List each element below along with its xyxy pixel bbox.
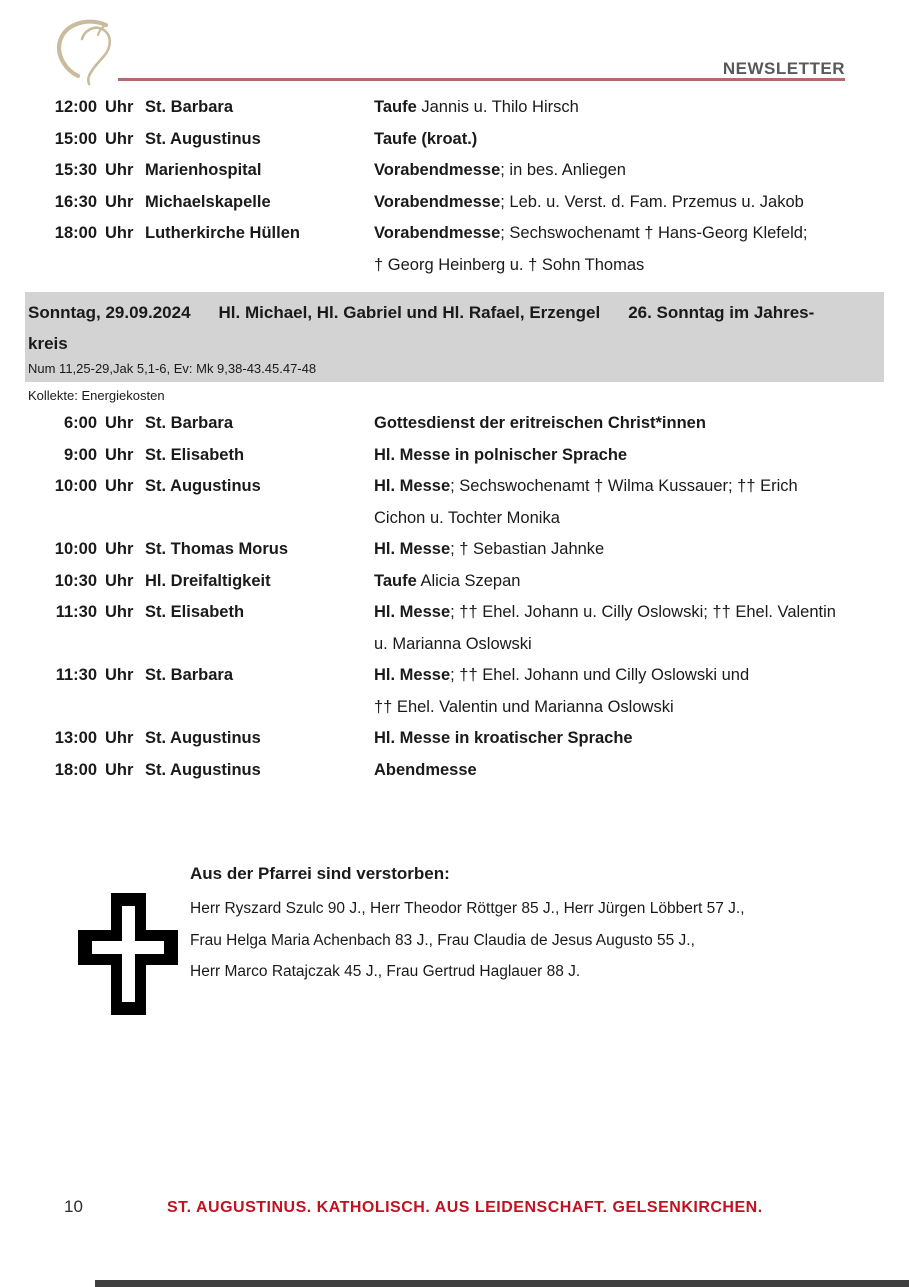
row-uhr-label: Uhr xyxy=(105,540,134,558)
row-service: Taufe (kroat.) xyxy=(374,129,478,148)
row-location: St. Augustinus xyxy=(145,477,261,495)
row-description xyxy=(374,597,889,660)
row-detail: ; Leb. u. Verst. d. Fam. Przemus u. Jakob xyxy=(500,192,804,211)
schedule-row xyxy=(28,723,889,755)
row-time: 9:00 xyxy=(63,445,97,464)
row-time: 11:30 xyxy=(55,603,97,621)
row-description xyxy=(374,723,889,755)
row-time: 18:00 xyxy=(54,760,97,779)
row-detail: ; †† Ehel. Johann u. Cilly Oslowski; †† Ehel. Valentin xyxy=(450,603,836,621)
row-description xyxy=(374,155,889,187)
row-uhr-label: Uhr xyxy=(105,98,134,116)
memorial-cross-icon xyxy=(78,893,178,1015)
row-time: 10:00 xyxy=(54,477,97,495)
deceased-line: Herr Marco Ratajczak 45 J., Frau Gertrud Haglauer 88 J. xyxy=(190,963,581,980)
banner-feast: Hl. Michael, Hl. Gabriel und Hl. Rafael, Erzengel xyxy=(218,303,601,322)
row-uhr-label: Uhr xyxy=(105,477,134,495)
deceased-names xyxy=(190,893,890,988)
row-location: Hl. Dreifaltigkeit xyxy=(145,571,271,590)
row-time: 6:00 xyxy=(63,414,97,432)
row-location: St. Thomas Morus xyxy=(145,540,289,558)
row-service: Gottesdienst der eritreischen Christ*innen xyxy=(374,414,706,432)
row-uhr-label: Uhr xyxy=(105,666,134,684)
row-time: 15:00 xyxy=(54,129,97,148)
row-description xyxy=(374,124,889,156)
row-description xyxy=(374,471,889,534)
row-location: St. Elisabeth xyxy=(145,603,245,621)
row-location: St. Barbara xyxy=(145,98,234,116)
schedule-row xyxy=(28,534,889,566)
schedule-saturday xyxy=(28,92,889,281)
schedule-row xyxy=(28,187,889,219)
deceased-heading: Aus der Pfarrei sind verstorben: xyxy=(190,864,450,883)
row-service: Hl. Messe xyxy=(374,477,451,495)
row-description xyxy=(374,534,889,566)
row-uhr-label: Uhr xyxy=(105,445,134,464)
schedule-row xyxy=(28,124,889,156)
row-description xyxy=(374,218,889,281)
row-service: Vorabendmesse xyxy=(374,161,501,179)
row-time: 12:00 xyxy=(54,98,97,116)
row-detail-line2: †† Ehel. Valentin und Marianna Oslowski xyxy=(374,697,674,716)
row-uhr-label: Uhr xyxy=(105,729,134,747)
row-detail: ; Sechswochenamt † Wilma Kussauer; †† Erich xyxy=(450,477,798,495)
schedule-row xyxy=(28,408,889,440)
day-banner xyxy=(25,292,884,382)
bottom-rule xyxy=(95,1280,909,1287)
row-description xyxy=(374,92,889,124)
deceased-section xyxy=(190,858,890,988)
row-description xyxy=(374,440,889,472)
row-detail: ; in bes. Anliegen xyxy=(500,161,626,179)
schedule-row xyxy=(28,597,889,660)
schedule-row xyxy=(28,566,889,598)
schedule-row xyxy=(28,471,889,534)
row-time: 18:00 xyxy=(54,224,97,242)
row-uhr-label: Uhr xyxy=(105,571,134,590)
row-time: 15:30 xyxy=(54,161,97,179)
schedule-row xyxy=(28,440,889,472)
schedule-row xyxy=(28,92,889,124)
row-service: Abendmesse xyxy=(374,760,477,779)
row-service: Hl. Messe in kroatischer Sprache xyxy=(374,729,633,747)
row-description xyxy=(374,408,889,440)
day-banner-heading-wrap: kreis xyxy=(28,334,68,353)
row-location: St. Augustinus xyxy=(145,129,261,148)
row-detail: ; † Sebastian Jahnke xyxy=(450,540,605,558)
row-location: St. Barbara xyxy=(145,414,234,432)
row-uhr-label: Uhr xyxy=(105,760,134,779)
heart-logo-icon xyxy=(53,18,127,86)
row-uhr-label: Uhr xyxy=(105,192,134,211)
row-location: Lutherkirche Hüllen xyxy=(145,224,300,242)
schedule-row xyxy=(28,155,889,187)
row-uhr-label: Uhr xyxy=(105,224,134,242)
row-description xyxy=(374,755,889,787)
schedule-row xyxy=(28,218,889,281)
banner-date: Sonntag, 29.09.2024 xyxy=(28,303,191,322)
row-uhr-label: Uhr xyxy=(105,129,134,148)
row-location: Marienhospital xyxy=(145,161,262,179)
header-rule xyxy=(118,78,845,81)
row-detail: ; †† Ehel. Johann und Cilly Oslowski und xyxy=(450,666,750,684)
row-detail: ; Sechswochenamt † Hans-Georg Klefeld; xyxy=(500,224,808,242)
row-description xyxy=(374,566,889,598)
row-location: St. Augustinus xyxy=(145,729,261,747)
row-service: Hl. Messe xyxy=(374,666,451,684)
footer-motto: ST. AUGUSTINUS. KATHOLISCH. AUS LEIDENSCHAFT. GELSENKIRCHEN. xyxy=(167,1199,763,1216)
row-description xyxy=(374,660,889,723)
row-location: Michaelskapelle xyxy=(145,192,271,211)
banner-week: 26. Sonntag im Jahres- xyxy=(628,303,815,322)
row-detail: Alicia Szepan xyxy=(416,571,521,590)
row-time: 13:00 xyxy=(54,729,97,747)
schedule-row xyxy=(28,660,889,723)
kollekte-note: Kollekte: Energiekosten xyxy=(28,388,165,403)
page-number: 10 xyxy=(64,1197,83,1216)
row-service: Taufe xyxy=(374,571,417,590)
deceased-line: Frau Helga Maria Achenbach 83 J., Frau Claudia de Jesus Augusto 55 J., xyxy=(190,931,695,949)
row-detail-line2: u. Marianna Oslowski xyxy=(374,634,532,653)
row-time: 10:00 xyxy=(54,540,97,558)
row-uhr-label: Uhr xyxy=(105,161,134,179)
row-time: 10:30 xyxy=(54,571,97,590)
row-uhr-label: Uhr xyxy=(105,603,134,621)
schedule-sunday xyxy=(28,408,889,786)
row-service: Vorabendmesse xyxy=(374,192,501,211)
row-time: 16:30 xyxy=(54,192,97,211)
day-banner-heading xyxy=(28,297,884,328)
row-detail-line2: Cichon u. Tochter Monika xyxy=(374,508,560,527)
row-service: Hl. Messe xyxy=(374,603,451,621)
row-location: St. Elisabeth xyxy=(145,445,245,464)
row-location: St. Barbara xyxy=(145,666,234,684)
row-description xyxy=(374,187,889,219)
row-service: Vorabendmesse xyxy=(374,224,501,242)
schedule-row xyxy=(28,755,889,787)
row-service: Hl. Messe in polnischer Sprache xyxy=(374,445,628,464)
row-service: Taufe xyxy=(374,98,417,116)
banner-readings: Num 11,25-29,Jak 5,1-6, Ev: Mk 9,38-43.45.47-48 xyxy=(28,361,317,376)
deceased-line: Herr Ryszard Szulc 90 J., Herr Theodor Röttger 85 J., Herr Jürgen Löbbert 57 J., xyxy=(190,900,745,917)
newsletter-title: NEWSLETTER xyxy=(722,59,845,78)
row-service: Hl. Messe xyxy=(374,540,451,558)
row-uhr-label: Uhr xyxy=(105,414,134,432)
row-time: 11:30 xyxy=(55,666,97,684)
row-location: St. Augustinus xyxy=(145,760,261,779)
row-detail-line2: † Georg Heinberg u. † Sohn Thomas xyxy=(374,255,645,274)
row-detail: Jannis u. Thilo Hirsch xyxy=(416,98,579,116)
